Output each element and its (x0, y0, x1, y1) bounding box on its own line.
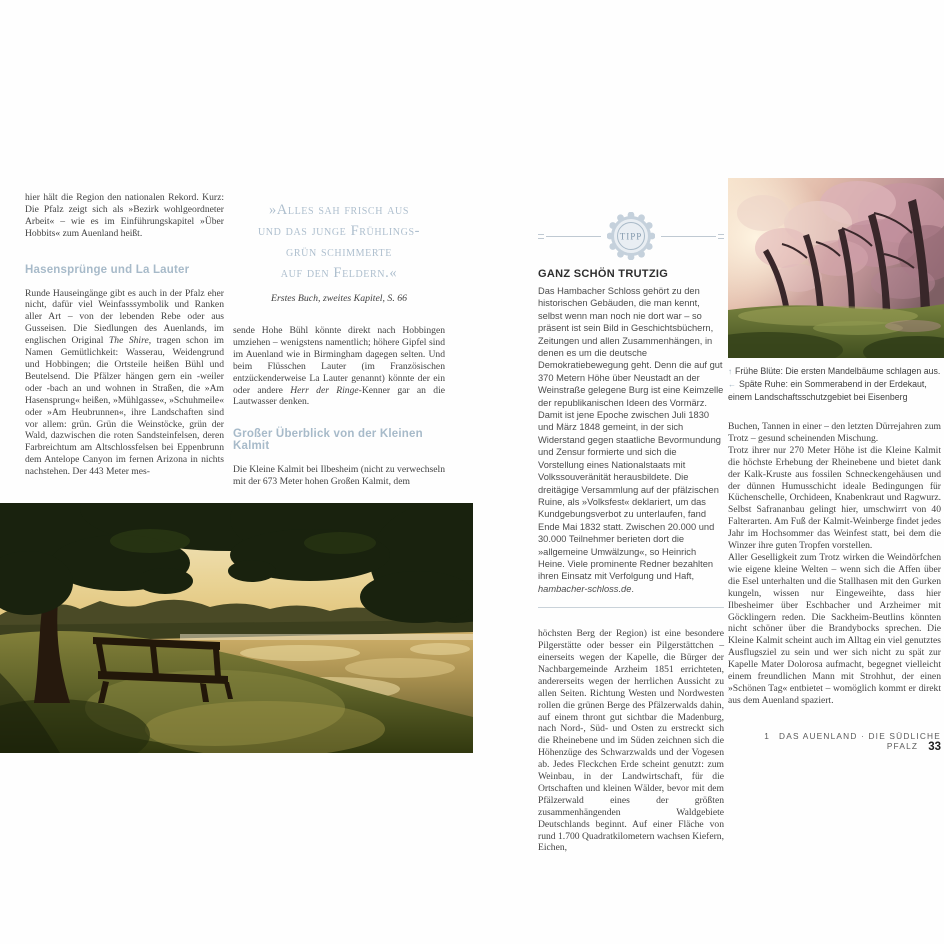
tip-text: Das Hambacher Schloss gehört zu den historischen Gebäuden, die man kennt, selbst wenn man noch nie dort war – so präsent ist sein Bild in Geschichtsbüchern, Zeitungen und allen Zusammenhängen, in denen es um die deutsche Demokratiebewegung geht. Denn die auf gut 370 Metern Höhe über Neustadt an der Weinstraße gelegene Burg ist eine Keimzelle der republikanischen Ideen des Vormärz. Damit ist jene Epoche zwischen Juli 1830 und März 1848 gemeint, in der sich Widerstand gegen staatliche Bevormundung und Zensur formierte und sich die Vorstellung eines Nationalstaats mit Volkssouveränität herausbildete. Die dreitägige Versammlung auf der pfälzischen Ruine, als »Volksfest« deklariert, um das Kundgebungsverbot zu unterlaufen, fand Ende Mai 1832 statt. Zwischen 20.000 und 30.000 Teilnehmer berieten dort die »allgemeine Umwälzung«, so Heinrich Heine. Viele prominente Redner bezahlten ihren Einsatz mit Verfolgung und Haft, (538, 286, 724, 582)
quote-attribution: Erstes Buch, zweites Kapitel, S. 66 (270, 293, 408, 304)
body-paragraph (233, 325, 445, 408)
caption-item (728, 365, 942, 378)
quote-line: und das junge Frühlings- (257, 223, 421, 239)
tip-badge-row (538, 210, 724, 262)
book-title-herr-der-ringe: Herr der Ringe (290, 384, 359, 396)
tip-url: hambacher-schloss.de (538, 583, 632, 594)
left-column-2 (233, 200, 445, 488)
intro-paragraph: hier hält die Region den nationalen Rekord. Kurz: Die Pfalz zeigt sich als »Bezirk wohlgeordneter Arbeit« – wie es im Einführungskapitel »Über Hobbits« zum Auenland heißt. (25, 192, 224, 239)
tip-text: . (631, 583, 634, 594)
rule-cap-left (538, 234, 544, 239)
tip-heading: GANZ SCHÖN TRUTZIG (538, 268, 669, 280)
quote-line: »Alles sah frisch aus (268, 202, 410, 218)
caption-item (728, 378, 942, 403)
caption-text: Frühe Blüte: Die ersten Mandelbäume schlagen aus. (735, 366, 941, 376)
page-number: 33 (928, 741, 941, 753)
chapter-number: 1 (764, 731, 771, 741)
pull-quote (233, 200, 445, 284)
body-paragraph: Buchen, Tannen in einer – den letzten Dürrejahren zum Trotz – gesund scheinenden Mischung. (728, 421, 941, 444)
tipp-badge-label: TIPP (619, 231, 643, 242)
right-column-2 (728, 421, 941, 707)
arrow-left-icon: ← (728, 380, 736, 390)
body-paragraph: Die Kleine Kalmit bei Ilbesheim (nicht zu verwechseln mit der 673 Meter hohen Großen Kalmit, dem (233, 464, 445, 488)
body-text: sende Hohe Bühl könnte direkt nach Hobbingen umziehen – wenigstens namentlich; höhere Gipfel sind im Auenland wie in Birmingham dagegen selten. Und beim Flüsschen Lauter (im Französischen entzückenderweise La Lauter genannt) könnte der ein oder andere (233, 325, 445, 396)
section-heading-kalmit: Großer Überblick von der Kleinen Kalmit (233, 428, 423, 453)
left-column-1 (25, 192, 224, 478)
section-heading-hasenspruenge: Hasensprünge und La Lauter (25, 263, 190, 276)
body-paragraph (25, 288, 224, 479)
quote-line: grün schimmerte (286, 244, 392, 260)
body-paragraph: Aller Geselligkeit zum Trotz wirken die Weindörfchen wie eigene kleine Welten – wenn sich die Affen über die Esel unterhalten und die Stallhasen mit den Gurken kungeln, wissen nur Eingeweihte, dass hier Ilbesheimer über Eschbacher und Arzheimer mit Göcklingern reden. Die Sackheim-Beutlins könnten nicht schöner über die Brandybocks sprechen. Die Kleine Kalmit scheint auch im Alltag ein viel genutztes Ausflugsziel zu sein und wer sich nicht zu spät zur Kapelle Mater Dolorosa aufmacht, begegnet vielleicht einem freundlichen Mann mit Strohhut, der einen »Schönen Tag« entbietet – womöglich kommt er direkt aus dem Auenland spaziert. (728, 551, 941, 706)
rule-cap-right (718, 234, 724, 239)
tip-rule-right (661, 236, 716, 237)
tip-bottom-rule (538, 607, 724, 608)
chapter-title: DAS AUENLAND · DIE SÜDLICHE PFALZ (779, 731, 941, 751)
tip-rule-left (546, 236, 601, 237)
body-text: -Kenner gar an die Lautwasser denken. (233, 384, 445, 408)
tip-body (538, 285, 724, 595)
book-title-the-shire: The Shire (108, 335, 149, 347)
body-text: Runde Hauseingänge gibt es auch in der Pfalz eher nicht, dafür viel Weinfasssymbolik und Ranken aller Art – von der lebenden Rebe oder aus Gusseisen. Die Siedlungen des Auenlands, im englischen Original (25, 287, 224, 347)
body-paragraph: Trotz ihrer nur 270 Meter Höhe ist die Kleine Kalmit die höchste Erhebung der Rheinebene und bietet dank der Kalk-Kruste aus fossilen Schneckengehäusen und der dünnen Humusschicht ideale Bedingungen für Küchenschelle, Orchideen, Knabenkraut und Ragwurz. Selbst Safrananbau gelingt hier, umschwirrt von 40 Falterarten. Am Fuß der Kalmit-Weinberge findet jedes Jahr im Hochsommer das Weinfest statt, bei dem die Winzer ihre guten Tropfen vorstellen. (728, 444, 941, 552)
body-paragraph: höchsten Berg der Region) ist eine besondere Pilgerstätte oder besser ein Pilgerstättchen – einerseits wegen der Kapelle, die Bürger der Nachbargemeinde Arzheim 1851 errichteten, andererseits wegen der herrlichen Aussicht zu allen Seiten. Richtung Westen und Nordwesten rollen die grünen Berge des Pfälzerwalds dahin, auf einem thront gut sichtbar die Madenburg, nach Nord-, Süd- und Osten zu erstreckt sich die Rheinebene und im Süden zeichnen sich die Höhenzüge des Schwarzwalds und der Vogesen ab. Jedes Fleckchen Erde scheint genutzt: zum Weinbau, in der Landwirtschaft, für die Ortschaften und kleinen Wälder, bevor mit dem Pfälzerwald eines der größten zusammenhängenden Waldgebiete Deutschlands beginnt. Auf einer Fläche von rund 1.700 Quadratkilometern wachsen Kiefern, Eichen, (538, 628, 724, 854)
arrow-up-icon: ↑ (728, 367, 732, 376)
photo-almond-blossom (728, 178, 944, 358)
page-footer (728, 731, 941, 753)
caption-text: Späte Ruhe: ein Sommerabend in der Erdekaut, einem Landschaftsschutzgebiet bei Eisenberg (728, 379, 927, 403)
tipp-badge-icon (607, 212, 655, 260)
right-column-1 (538, 210, 724, 854)
photo-pond-bench-sunset (0, 503, 473, 753)
quote-line: auf den Feldern.« (280, 265, 398, 281)
body-text: , tragen schon im Namen Gemütlichkeit: Wasserau, Weidengrund und Hobbingen; die Ortsteile heißen Bühl und Beutelsend. Die Pfälzer hängen gern ein -weiler oder -bach an und wohnen in Straßen, die »Am Hasensprung« heißen, »Mühlgasse«, »Schuhmeile« oder »Am Heubrunnen«, ihre Landschaften sind vor allem: grün. Grün die Weinstöcke, grün der Wald, dazwischen die roten Sandsteinfelsen, deren Farbreichtum am Altschlossfelsen bei Eppenbrunn dem Antelope Canyon im fernen Arizona in nichts nachstehen. Der 443 Meter mes- (25, 335, 225, 478)
photo-captions (728, 365, 942, 404)
